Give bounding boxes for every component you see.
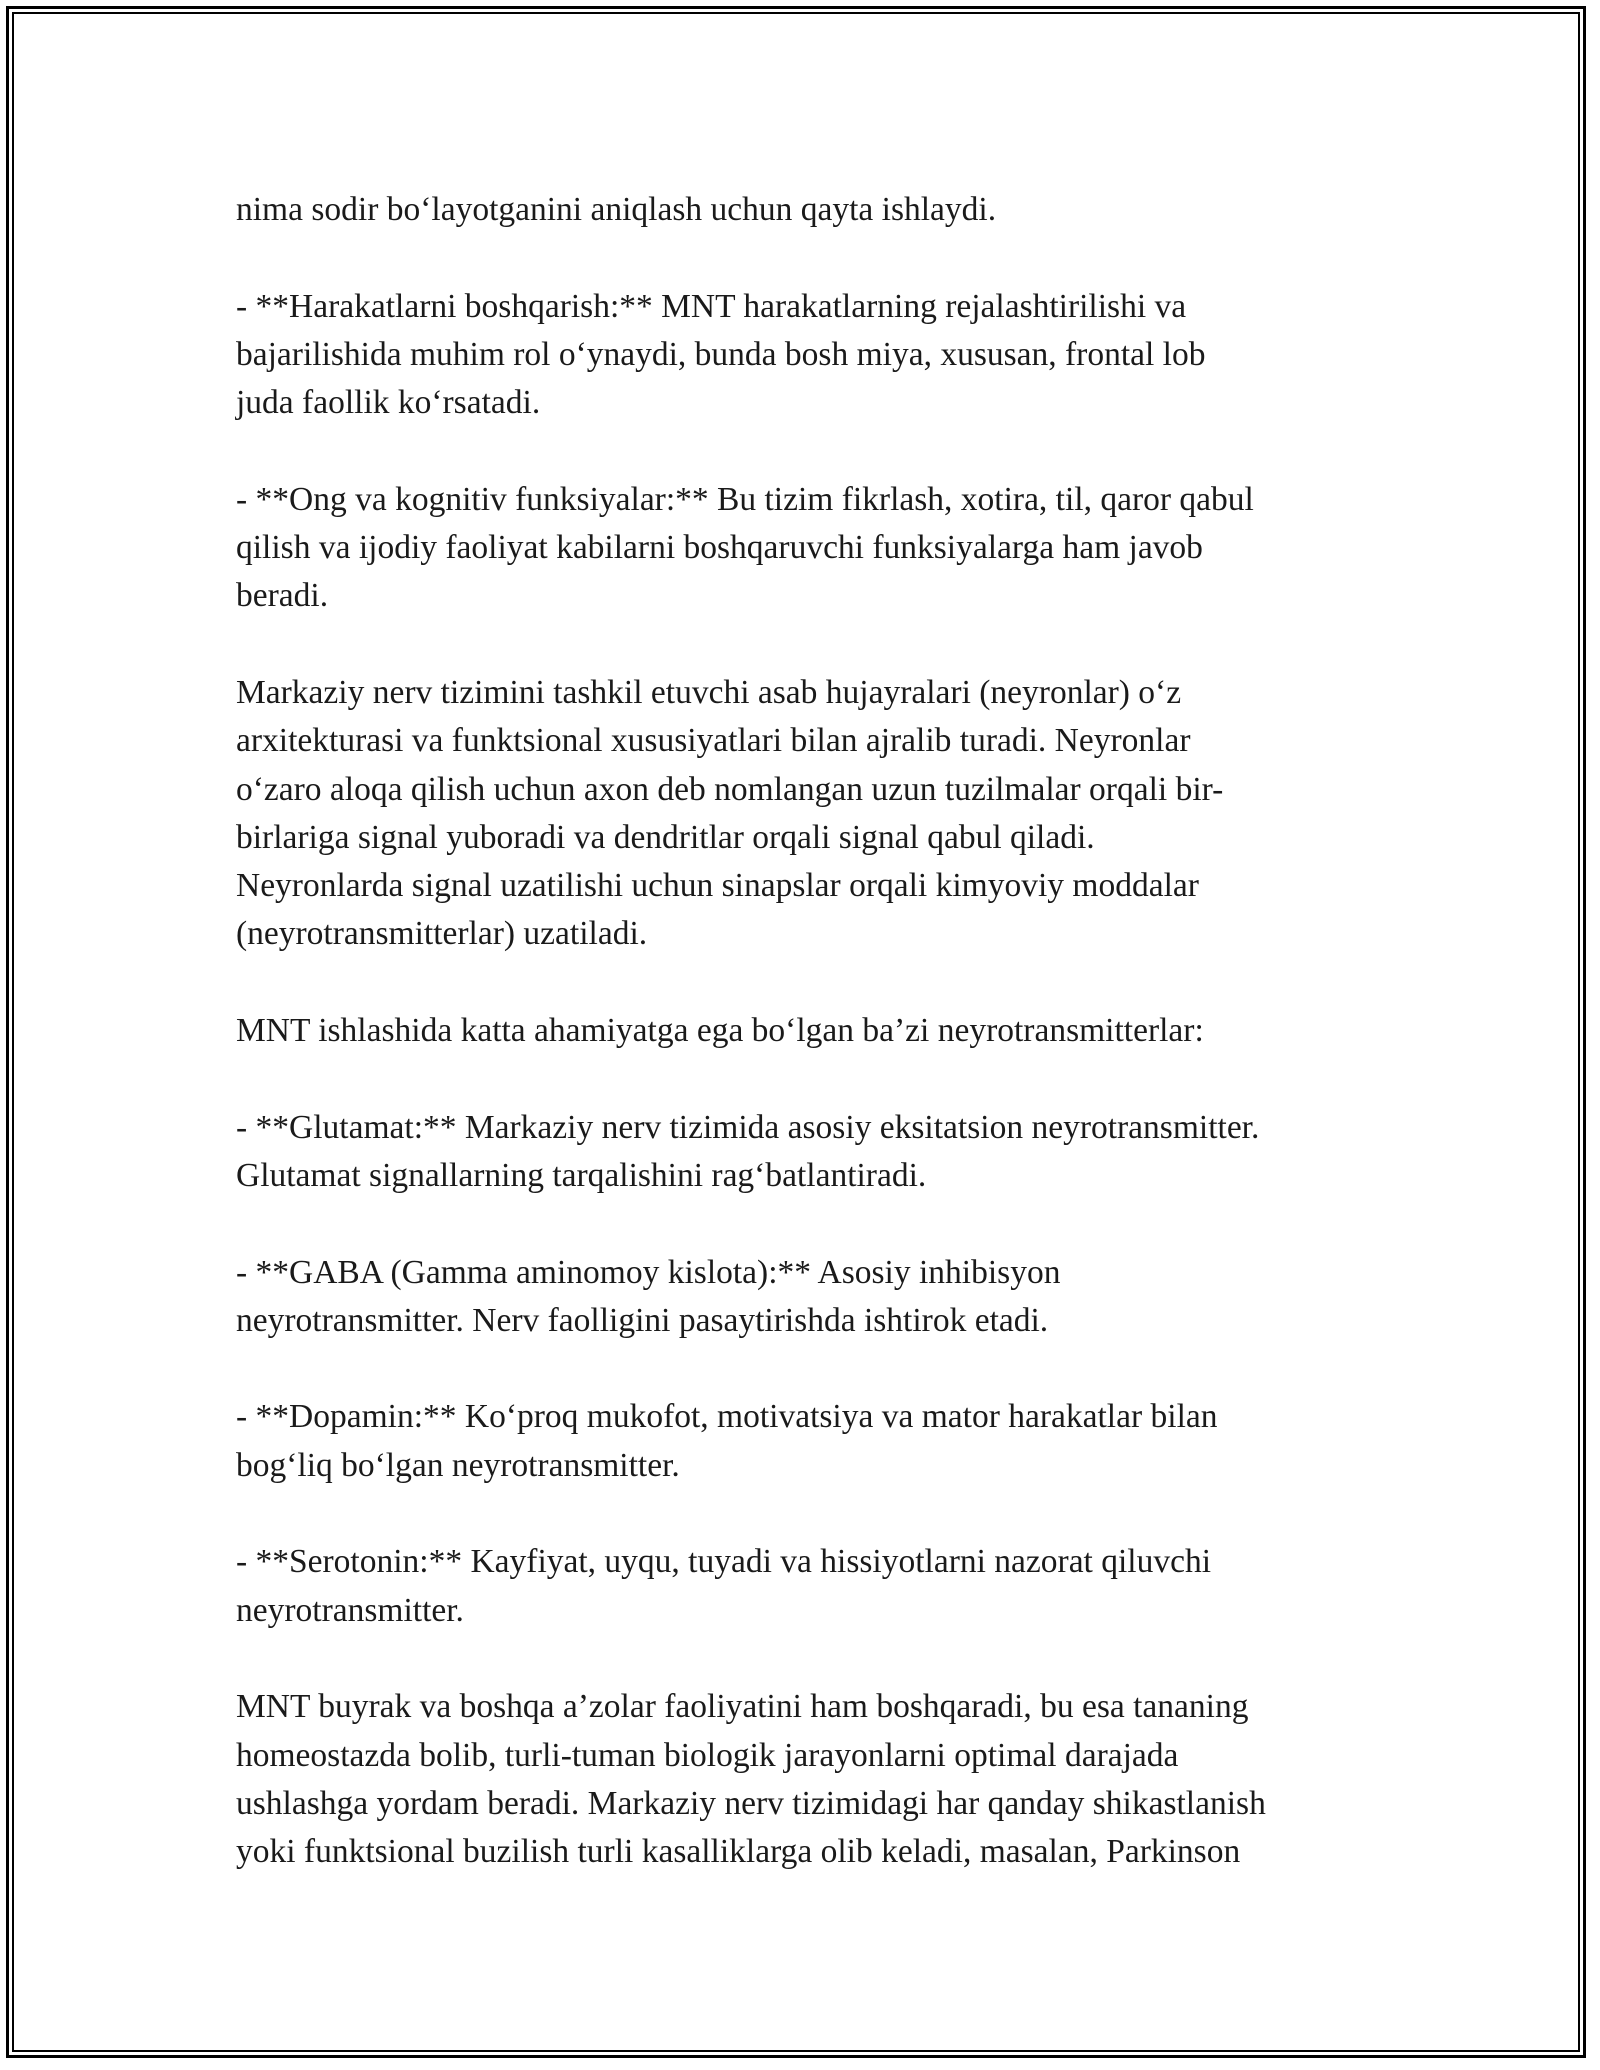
text-line: - **Serotonin:** Kayfiyat, uyqu, tuyadi va hissiyotlarni nazorat qiluvchi xyxy=(236,1543,1212,1581)
document-body xyxy=(236,186,1386,1876)
text-line: nima sodir bo‘layotganini aniqlash uchun qayta ishlaydi. xyxy=(236,191,997,228)
text-line: qilish va ijodiy faoliyat kabilarni boshqaruvchi funksiyalarga ham javob xyxy=(236,529,1203,567)
text-line: ushlashga yordam beradi. Markaziy nerv tizimidagi har qanday shikastlanish xyxy=(236,1784,1266,1822)
text-line: - **GABA (Gamma aminomoy kislota):** Asosiy inhibisyon xyxy=(236,1253,1061,1291)
text-line: - **Ong va kognitiv funksiyalar:** Bu tizim fikrlash, xotira, til, qaror qabul xyxy=(236,480,1254,518)
paragraph xyxy=(236,1393,1386,1490)
paragraph xyxy=(236,1538,1386,1635)
paragraph xyxy=(236,1683,1386,1876)
text-line: Glutamat signallarning tarqalishini rag‘batlantiradi. xyxy=(236,1156,927,1194)
text-line: MNT ishlashida katta ahamiyatga ega bo‘lgan ba’zi neyrotransmitterlar: xyxy=(236,1012,1204,1050)
text-line: - **Harakatlarni boshqarish:** MNT harakatlarning rejalashtirilishi va xyxy=(236,287,1187,325)
text-line: bajarilishida muhim rol o‘ynaydi, bunda bosh miya, xususan, frontal lob xyxy=(236,335,1206,373)
paragraph xyxy=(236,1249,1386,1346)
text-line: homeostazda bolib, turli-tuman biologik jarayonlarni optimal darajada xyxy=(236,1736,1179,1774)
text-line: (neyrotransmitterlar) uzatiladi. xyxy=(236,915,648,953)
paragraph xyxy=(236,1007,1386,1055)
text-line: bog‘liq bo‘lgan neyrotransmitter. xyxy=(236,1446,680,1484)
paragraph xyxy=(236,186,1386,234)
text-line: MNT buyrak va boshqa a’zolar faoliyatini ham boshqaradi, bu esa tananing xyxy=(236,1688,1249,1726)
text-line: birlariga signal yuboradi va dendritlar orqali signal qabul qiladi. xyxy=(236,818,1095,856)
text-line: - **Glutamat:** Markaziy nerv tizimida asosiy eksitatsion neyrotransmitter. xyxy=(236,1108,1260,1146)
paragraph xyxy=(236,669,1386,959)
text-line: beradi. xyxy=(236,577,329,615)
text-line: Markaziy nerv tizimini tashkil etuvchi asab hujayralari (neyronlar) o‘z xyxy=(236,673,1182,711)
text-line: - **Dopamin:** Ko‘proq mukofot, motivatsiya va mator harakatlar bilan xyxy=(236,1398,1218,1436)
text-line: neyrotransmitter. Nerv faolligini pasaytirishda ishtirok etadi. xyxy=(236,1301,1049,1339)
text-line: juda faollik ko‘rsatadi. xyxy=(236,384,541,422)
text-line: arxitekturasi va funktsional xususiyatlari bilan ajralib turadi. Neyronlar xyxy=(236,722,1191,760)
text-line: Neyronlarda signal uzatilishi uchun sinapslar orqali kimyoviy moddalar xyxy=(236,867,1199,905)
paragraph xyxy=(236,476,1386,621)
text-line: yoki funktsional buzilish turli kasalliklarga olib keladi, masalan, Parkinson xyxy=(236,1833,1241,1871)
paragraph xyxy=(236,1104,1386,1201)
text-line: o‘zaro aloqa qilish uchun axon deb nomlangan uzun tuzilmalar orqali bir- xyxy=(236,770,1224,808)
text-line: neyrotransmitter. xyxy=(236,1591,464,1629)
paragraph xyxy=(236,283,1386,428)
